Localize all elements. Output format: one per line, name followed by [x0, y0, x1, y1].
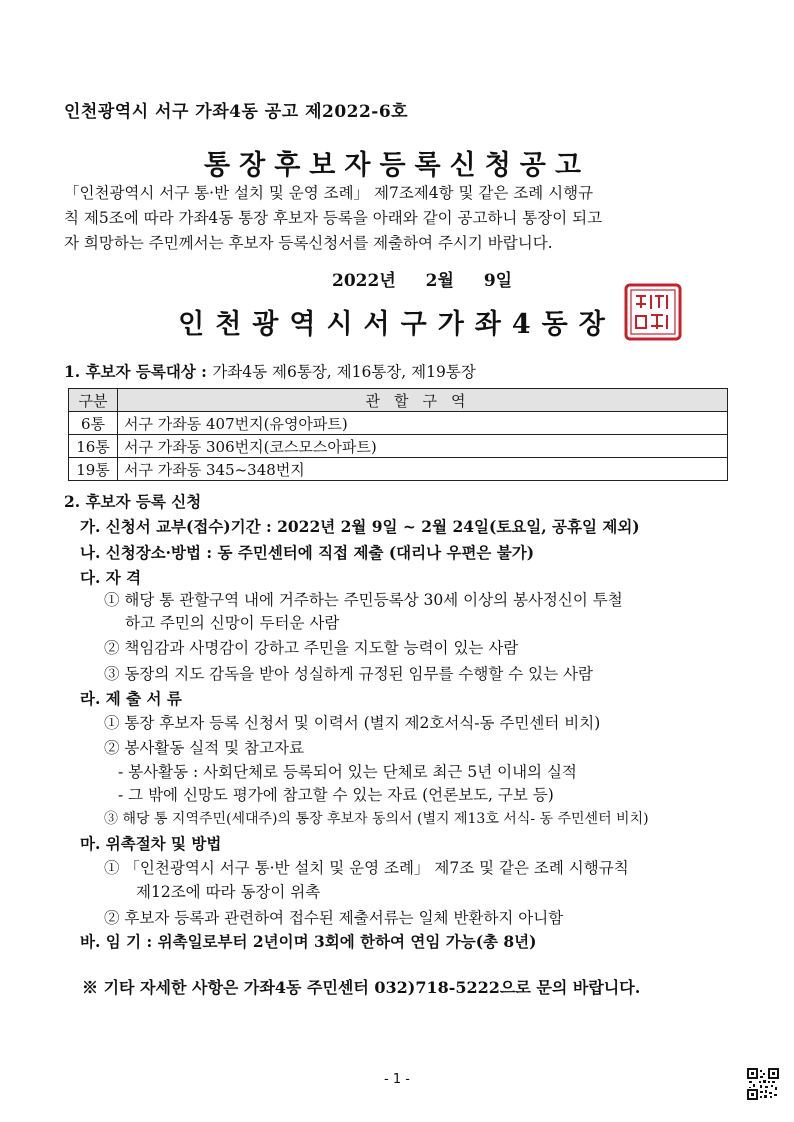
- ra-item-2: ② 봉사활동 실적 및 참고자료: [104, 739, 304, 757]
- qr-code-icon: [747, 1068, 779, 1100]
- table-cell-area: 서구 가좌동 345~348번지: [118, 458, 728, 481]
- ra-item-3: ③ 해당 통 지역주민(세대주)의 통장 후보자 동의서 (별지 제13호 서식- 동 주민센터 비치): [104, 811, 649, 827]
- official-seal-icon: [623, 282, 683, 342]
- page-title: 통장후보자등록신청공고: [204, 150, 590, 181]
- table-cell-unit: 19통: [69, 458, 118, 481]
- ra-item-2-sub1: - 봉사활동 : 사회단체로 등록되어 있는 단체로 최근 5년 이내의 실적: [118, 763, 577, 781]
- table-row: [69, 412, 728, 435]
- page-number: - 1 -: [384, 1072, 410, 1087]
- section2-label: 2. 후보자 등록 신청: [64, 492, 202, 511]
- section2-da-label: 다. 자 격: [80, 568, 142, 587]
- section2-na: 나. 신청장소·방법 : 동 주민센터에 직접 제출 (대리나 우편은 불가): [80, 543, 535, 562]
- ma-item-2: ② 후보자 등록과 관련하여 접수된 제출서류는 일체 반환하지 아니함: [104, 909, 564, 927]
- da-item-1: ① 해당 통 관할구역 내에 거주하는 주민등록상 30세 이상의 봉사정신이 투철: [104, 591, 623, 609]
- contact-note: ※ 기타 자세한 사항은 가좌4동 주민센터 032)718-5222으로 문의 바랍니다.: [82, 978, 641, 997]
- section1-row: [64, 360, 476, 382]
- table-header-row: [69, 389, 728, 412]
- da-item-2: ② 책임감과 사명감이 강하고 주민을 지도할 능력이 있는 사람: [104, 639, 519, 657]
- notice-date: 2022년 2월 9일: [332, 271, 513, 291]
- ma-item-1: ① 「인천광역시 서구 통·반 설치 및 운영 조례」 제7조 및 같은 조례 시행규칙: [104, 859, 629, 877]
- table-cell-area: 서구 가좌동 306번지(코스모스아파트): [118, 435, 728, 458]
- section1-label: 1. 후보자 등록대상 :: [64, 362, 207, 381]
- table-row: [69, 435, 728, 458]
- intro-paragraph: [64, 181, 740, 256]
- jurisdiction-table: [68, 388, 728, 481]
- da-item-3: ③ 동장의 지도 감독을 받아 성실하게 규정된 임무를 수행할 수 있는 사람: [104, 665, 593, 683]
- table-cell-unit: 6통: [69, 412, 118, 435]
- table-cell-unit: 16통: [69, 435, 118, 458]
- intro-line-3: 자 희망하는 주민께서는 후보자 등록신청서를 제출하여 주시기 바랍니다.: [64, 234, 553, 252]
- da-item-1-cont: 하고 주민의 신망이 두터운 사람: [125, 614, 340, 632]
- section2-ra-label: 라. 제 출 서 류: [80, 689, 182, 708]
- section2-ma-label: 마. 위촉절차 및 방법: [80, 834, 222, 853]
- table-header-area: 관할구역: [118, 389, 728, 412]
- intro-line-1: 「인천광역시 서구 통·반 설치 및 운영 조례」 제7조제4항 및 같은 조례 시행규: [64, 184, 594, 202]
- table-cell-area: 서구 가좌동 407번지(유영아파트): [118, 412, 728, 435]
- notice-number: 인천광역시 서구 가좌4동 공고 제2022-6호: [64, 102, 409, 122]
- table-header-unit: 구분: [69, 389, 118, 412]
- section1-value: 가좌4동 제6통장, 제16통장, 제19통장: [212, 363, 476, 381]
- intro-line-2: 칙 제5조에 따라 가좌4동 통장 후보자 등록을 아래와 같이 공고하니 통장이 되고: [64, 209, 603, 227]
- ma-item-1-cont: 제12조에 따라 동장이 위촉: [136, 883, 321, 901]
- table-row: [69, 458, 728, 481]
- ra-item-2-sub2: - 그 밖에 신망도 평가에 참고할 수 있는 자료 (언론보도, 구보 등): [118, 786, 554, 804]
- ra-item-1: ① 통장 후보자 등록 신청서 및 이력서 (별지 제2호서식-동 주민센터 비치): [104, 714, 601, 732]
- section2-ga: 가. 신청서 교부(접수)기간 : 2022년 2월 9일 ~ 2월 24일(토요일, 공휴일 제외): [80, 517, 640, 536]
- section2-ba: 바. 임 기 : 위촉일로부터 2년이며 3회에 한하여 연임 가능(총 8년): [80, 932, 537, 951]
- issuer-name: 인천광역시서구가좌4동장: [178, 309, 616, 340]
